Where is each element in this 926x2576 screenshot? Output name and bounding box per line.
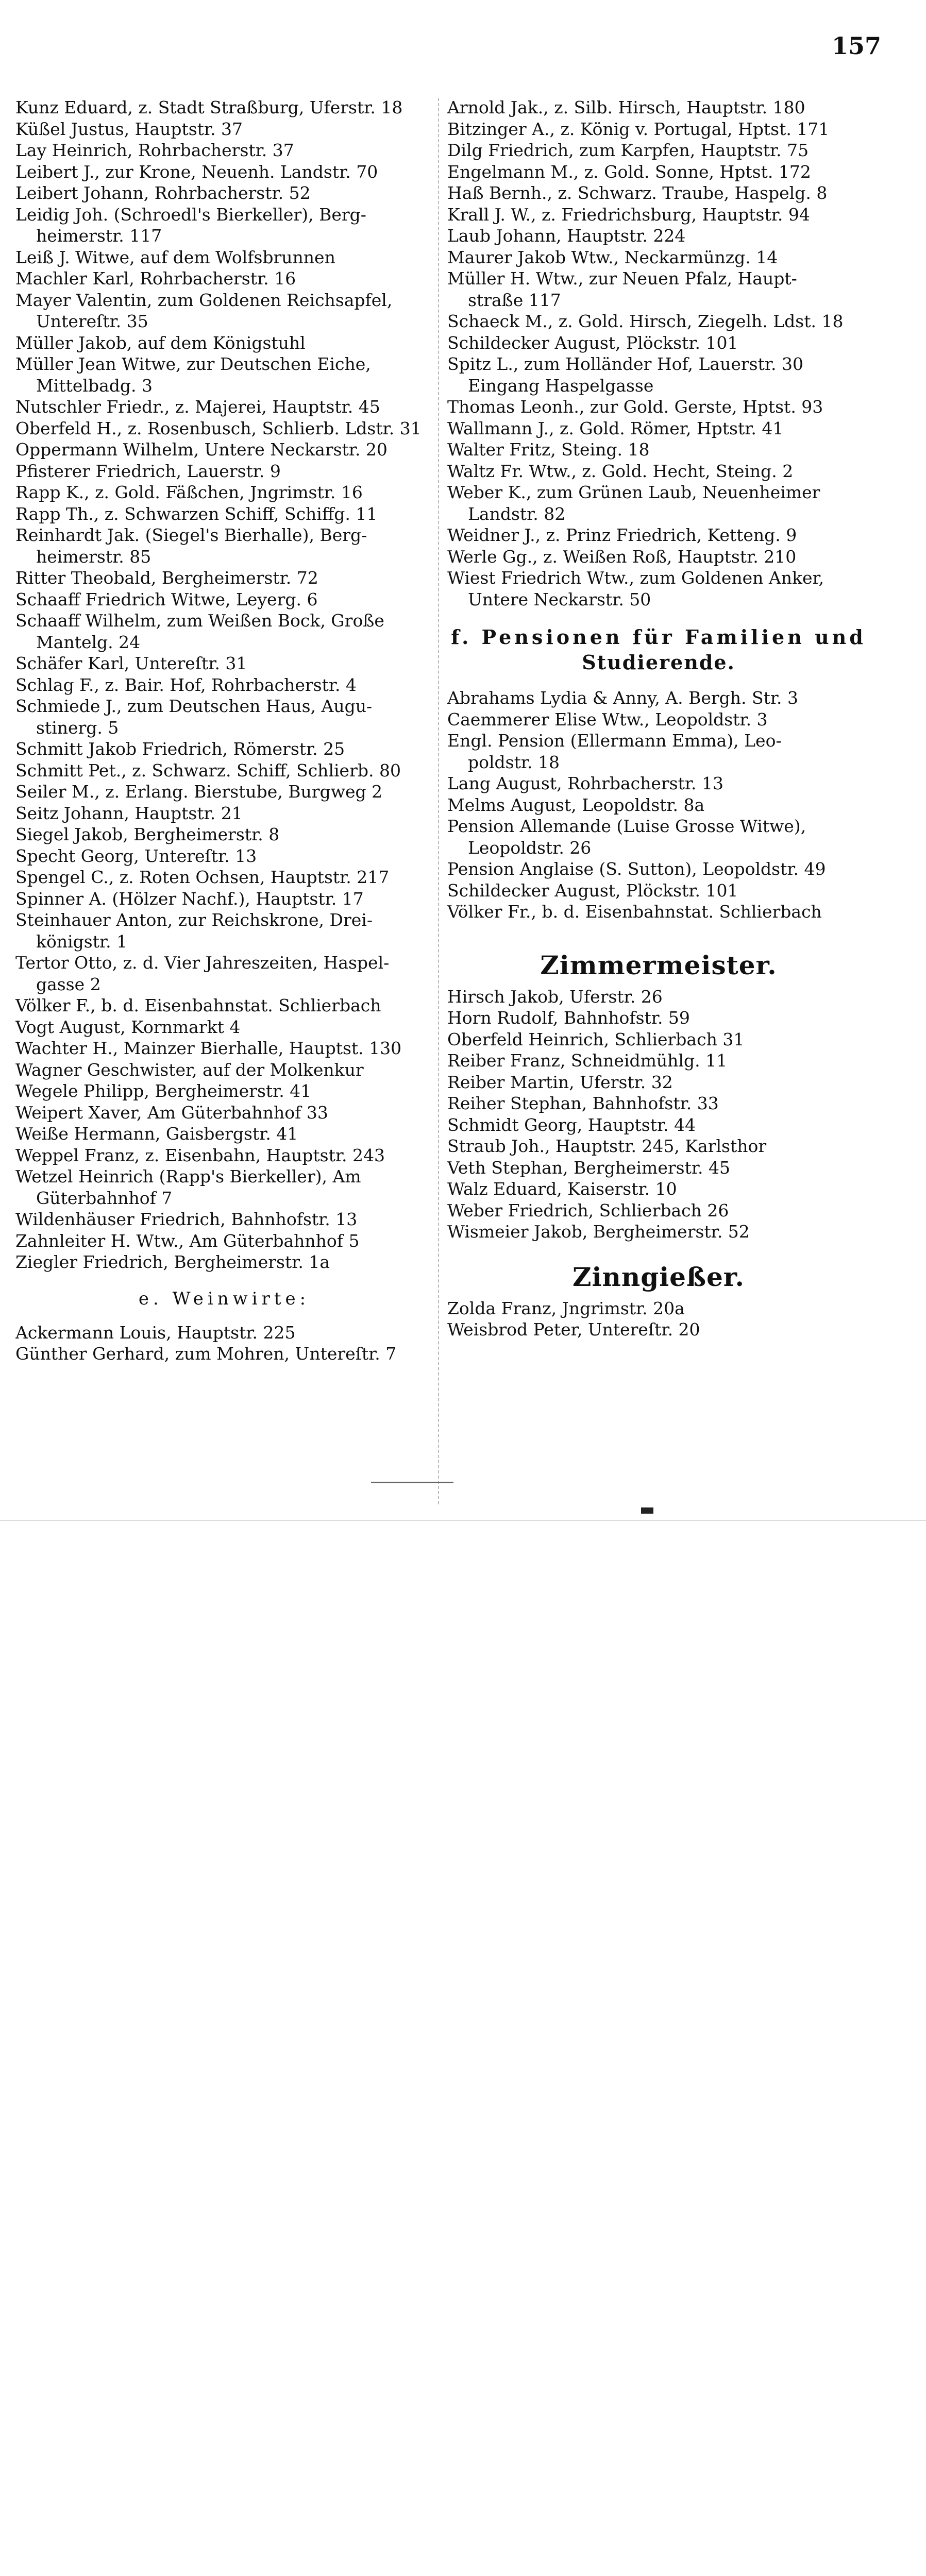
zinngiesser-entry: Weisbrod Peter, Untereſtr. 20: [447, 1319, 700, 1340]
zinngiesser-entry-list: [447, 1298, 870, 1341]
left-entry: Müller Jakob, auf dem Königstuhl: [15, 332, 306, 353]
right-entry: Waltz Fr. Wtw., z. Gold. Hecht, Steing. 2: [447, 461, 794, 481]
zimmermeister-entry: Veth Stephan, Bergheimerstr. 45: [447, 1157, 730, 1178]
left-entry: Leidig Joh. (Schroedl's Bierkeller), Berg-: [15, 204, 366, 225]
left-entry: heimerstr. 85: [36, 546, 151, 567]
pension-entry: Pension Allemande (Luise Grosse Witwe),: [447, 816, 806, 836]
left-entry: Rapp Th., z. Schwarzen Schiff, Schiffg. 11: [15, 503, 378, 524]
right-entry: Eingang Haspelgasse: [468, 375, 654, 396]
pensionen-entry-list: [447, 687, 870, 923]
left-entry: Leibert Johann, Rohrbacherstr. 52: [15, 183, 311, 203]
zimmermeister-entry: Weber Friedrich, Schlierbach 26: [447, 1200, 729, 1221]
pension-entry: Engl. Pension (Ellermann Emma), Leo-: [447, 731, 782, 751]
footer-rule: [0, 1520, 926, 1521]
left-entry: Weipert Xaver, Am Güterbahnhof 33: [15, 1102, 328, 1123]
left-entry: Müller Jean Witwe, zur Deutschen Eiche,: [15, 354, 371, 374]
left-entry: Leiß J. Witwe, auf dem Wolfsbrunnen: [15, 247, 335, 267]
section-heading-zimmermeister: Zimmermeister.: [540, 950, 777, 980]
right-entry: Thomas Leonh., zur Gold. Gerste, Hptst. 93: [447, 397, 823, 417]
left-entry: Mantelg. 24: [36, 632, 141, 652]
zimmermeister-entry: Schmidt Georg, Hauptstr. 44: [447, 1114, 696, 1135]
left-entry: Küßel Justus, Hauptstr. 37: [15, 118, 243, 139]
left-entry: Spengel C., z. Roten Ochsen, Hauptstr. 217: [15, 867, 390, 887]
left-entry: Güterbahnhof 7: [36, 1188, 173, 1208]
separator-rule: [371, 1482, 453, 1483]
left-entry: Ritter Theobald, Bergheimerstr. 72: [15, 568, 318, 588]
left-entry: Untereſtr. 35: [36, 311, 148, 331]
right-entry: Laub Johann, Hauptstr. 224: [447, 226, 686, 246]
section-heading-pensionen-cont: Studierende.: [582, 651, 735, 674]
left-entry: Mayer Valentin, zum Goldenen Reichsapfel,: [15, 290, 393, 310]
zimmermeister-entry: Reiher Stephan, Bahnhofstr. 33: [447, 1093, 719, 1113]
left-entry: Mittelbadg. 3: [36, 375, 153, 396]
right-column: [447, 97, 870, 1341]
left-entry: Machler Karl, Rohrbacherstr. 16: [15, 268, 296, 289]
zimmermeister-entry: Straub Joh., Hauptstr. 245, Karlsthor: [447, 1136, 767, 1156]
left-entry: Reinhardt Jak. (Siegel's Bierhalle), Berg-: [15, 525, 367, 545]
left-entry: Vogt August, Kornmarkt 4: [15, 1016, 241, 1037]
right-entry: Wallmann J., z. Gold. Römer, Hptstr. 41: [447, 418, 784, 438]
left-entry: Specht Georg, Untereſtr. 13: [15, 845, 257, 866]
left-entry: gasse 2: [36, 974, 101, 994]
page-number: 157: [831, 32, 881, 60]
weinwirte-entry-list: [15, 1322, 433, 1365]
left-entry: Wildenhäuser Friedrich, Bahnhofstr. 13: [15, 1209, 358, 1229]
left-column: [15, 97, 433, 1365]
left-entry: Leibert J., zur Krone, Neuenh. Landstr. 70: [15, 161, 378, 182]
left-entry: Spinner A. (Hölzer Nachf.), Hauptstr. 17: [15, 888, 364, 909]
zimmermeister-entry: Oberfeld Heinrich, Schlierbach 31: [447, 1029, 745, 1049]
left-entry: Seitz Johann, Hauptstr. 21: [15, 803, 243, 823]
zimmermeister-entry-list: [447, 986, 870, 1243]
left-entry: Ziegler Friedrich, Bergheimerstr. 1a: [15, 1252, 330, 1272]
left-entry: Siegel Jakob, Bergheimerstr. 8: [15, 824, 280, 844]
left-entry: Völker F., b. d. Eisenbahnstat. Schlierbach: [15, 995, 381, 1015]
left-entry: Schlag F., z. Bair. Hof, Rohrbacherstr. 4: [15, 674, 357, 695]
column-divider: [438, 98, 440, 1504]
right-entry: Spitz L., zum Holländer Hof, Lauerstr. 30: [447, 354, 803, 374]
right-entry: Haß Bernh., z. Schwarz. Traube, Haspelg. 8: [447, 183, 828, 203]
right-entry: Werle Gg., z. Weißen Roß, Hauptstr. 210: [447, 546, 797, 567]
right-entry: Weidner J., z. Prinz Friedrich, Ketteng. 9: [447, 525, 797, 545]
left-entry: Schmiede J., zum Deutschen Haus, Augu-: [15, 696, 373, 716]
right-entry: Schildecker August, Plöckstr. 101: [447, 332, 738, 353]
weinwirte-entry: Günther Gerhard, zum Mohren, Untereſtr. 7: [15, 1344, 397, 1364]
left-entry: königstr. 1: [36, 931, 128, 952]
pension-entry: Schildecker August, Plöckstr. 101: [447, 880, 738, 901]
right-entry: Engelmann M., z. Gold. Sonne, Hptst. 172: [447, 161, 811, 182]
weinwirte-entry: Ackermann Louis, Hauptstr. 225: [15, 1322, 296, 1343]
left-entry: Kunz Eduard, z. Stadt Straßburg, Uferstr. 18: [15, 97, 403, 117]
left-entry: Weppel Franz, z. Eisenbahn, Hauptstr. 243: [15, 1145, 385, 1165]
left-entry: Schäfer Karl, Untereſtr. 31: [15, 653, 247, 673]
pension-entry: Melms August, Leopoldstr. 8a: [447, 794, 705, 815]
left-entry: heimerstr. 117: [36, 226, 162, 246]
pension-entry: Lang August, Rohrbacherstr. 13: [447, 773, 723, 793]
right-entry: Untere Neckarstr. 50: [468, 589, 651, 609]
right-entry: Schaeck M., z. Gold. Hirsch, Ziegelh. Ldst. 18: [447, 311, 844, 331]
zinngiesser-entry: Zolda Franz, Jngrimstr. 20a: [447, 1298, 685, 1318]
footer: [0, 1525, 926, 1596]
left-entry: Wetzel Heinrich (Rapp's Bierkeller), Am: [15, 1166, 361, 1187]
left-entry: Wagner Geschwister, auf der Molkenkur: [15, 1059, 364, 1080]
left-entry: Lay Heinrich, Rohrbacherstr. 37: [15, 140, 294, 160]
right-entry: Landstr. 82: [468, 503, 566, 524]
left-entry: Oppermann Wilhelm, Untere Neckarstr. 20: [15, 439, 388, 460]
section-heading-zinngiesser: Zinngießer.: [573, 1261, 745, 1292]
zimmermeister-entry: Reiber Martin, Uferstr. 32: [447, 1072, 673, 1092]
right-entry: Walter Fritz, Steing. 18: [447, 439, 650, 460]
right-entry: straße 117: [468, 290, 561, 310]
right-entry-list: [447, 97, 870, 610]
left-entry: Wegele Philipp, Bergheimerstr. 41: [15, 1081, 312, 1101]
ink-mark: [641, 1507, 653, 1514]
left-entry: Pfisterer Friedrich, Lauerstr. 9: [15, 461, 281, 481]
zimmermeister-entry: Walz Eduard, Kaiserstr. 10: [447, 1179, 677, 1199]
right-entry: Maurer Jakob Wtw., Neckarmünzg. 14: [447, 247, 778, 267]
section-heading-weinwirte: e. Weinwirte:: [138, 1288, 310, 1309]
left-entry: stinerg. 5: [36, 717, 119, 738]
pension-entry: Abrahams Lydia & Anny, A. Bergh. Str. 3: [447, 688, 799, 708]
right-entry: Müller H. Wtw., zur Neuen Pfalz, Haupt-: [447, 268, 797, 289]
pension-entry: Leopoldstr. 26: [468, 837, 592, 858]
pension-entry: poldstr. 18: [468, 752, 560, 772]
right-entry: Weber K., zum Grünen Laub, Neuenheimer: [447, 482, 820, 502]
left-entry: Seiler M., z. Erlang. Bierstube, Burgweg 2: [15, 782, 383, 802]
right-entry: Arnold Jak., z. Silb. Hirsch, Hauptstr. 180: [447, 97, 805, 117]
left-entry: Schaaff Wilhelm, zum Weißen Bock, Große: [15, 611, 384, 631]
zimmermeister-entry: Wismeier Jakob, Bergheimerstr. 52: [447, 1222, 750, 1242]
zimmermeister-entry: Hirsch Jakob, Uferstr. 26: [447, 986, 663, 1007]
left-entry: Schmitt Pet., z. Schwarz. Schiff, Schlierb. 80: [15, 760, 401, 781]
right-entry: Bitzinger A., z. König v. Portugal, Hptst. 171: [447, 118, 830, 139]
pension-entry: Völker Fr., b. d. Eisenbahnstat. Schlierbach: [447, 902, 822, 922]
left-entry: Wachter H., Mainzer Bierhalle, Hauptst. 130: [15, 1038, 402, 1058]
left-entry: Tertor Otto, z. d. Vier Jahreszeiten, Haspel-: [15, 953, 390, 973]
left-entry: Schmitt Jakob Friedrich, Römerstr. 25: [15, 739, 345, 759]
left-entry: Zahnleiter H. Wtw., Am Güterbahnhof 5: [15, 1230, 360, 1251]
right-entry: Krall J. W., z. Friedrichsburg, Hauptstr. 94: [447, 204, 810, 225]
left-entry: Weiße Hermann, Gaisbergstr. 41: [15, 1124, 298, 1144]
pension-entry: Pension Anglaise (S. Sutton), Leopoldstr. 49: [447, 859, 826, 879]
left-entry: Rapp K., z. Gold. Fäßchen, Jngrimstr. 16: [15, 482, 363, 502]
zimmermeister-entry: Reiber Franz, Schneidmühlg. 11: [447, 1050, 728, 1071]
left-entry: Nutschler Friedr., z. Majerei, Hauptstr. 45: [15, 397, 380, 417]
left-entry: Schaaff Friedrich Witwe, Leyerg. 6: [15, 589, 318, 609]
section-heading-pensionen: f. Pensionen für Familien und: [451, 625, 866, 649]
right-entry: Wiest Friedrich Wtw., zum Goldenen Anker,: [447, 568, 824, 588]
left-entry-list: [15, 97, 433, 1273]
pension-entry: Caemmerer Elise Wtw., Leopoldstr. 3: [447, 709, 768, 730]
right-entry: Dilg Friedrich, zum Karpfen, Hauptstr. 75: [447, 140, 809, 160]
zimmermeister-entry: Horn Rudolf, Bahnhofstr. 59: [447, 1008, 690, 1028]
left-entry: Steinhauer Anton, zur Reichskrone, Drei-: [15, 910, 373, 930]
left-entry: Oberfeld H., z. Rosenbusch, Schlierb. Ldstr. 31: [15, 418, 422, 438]
